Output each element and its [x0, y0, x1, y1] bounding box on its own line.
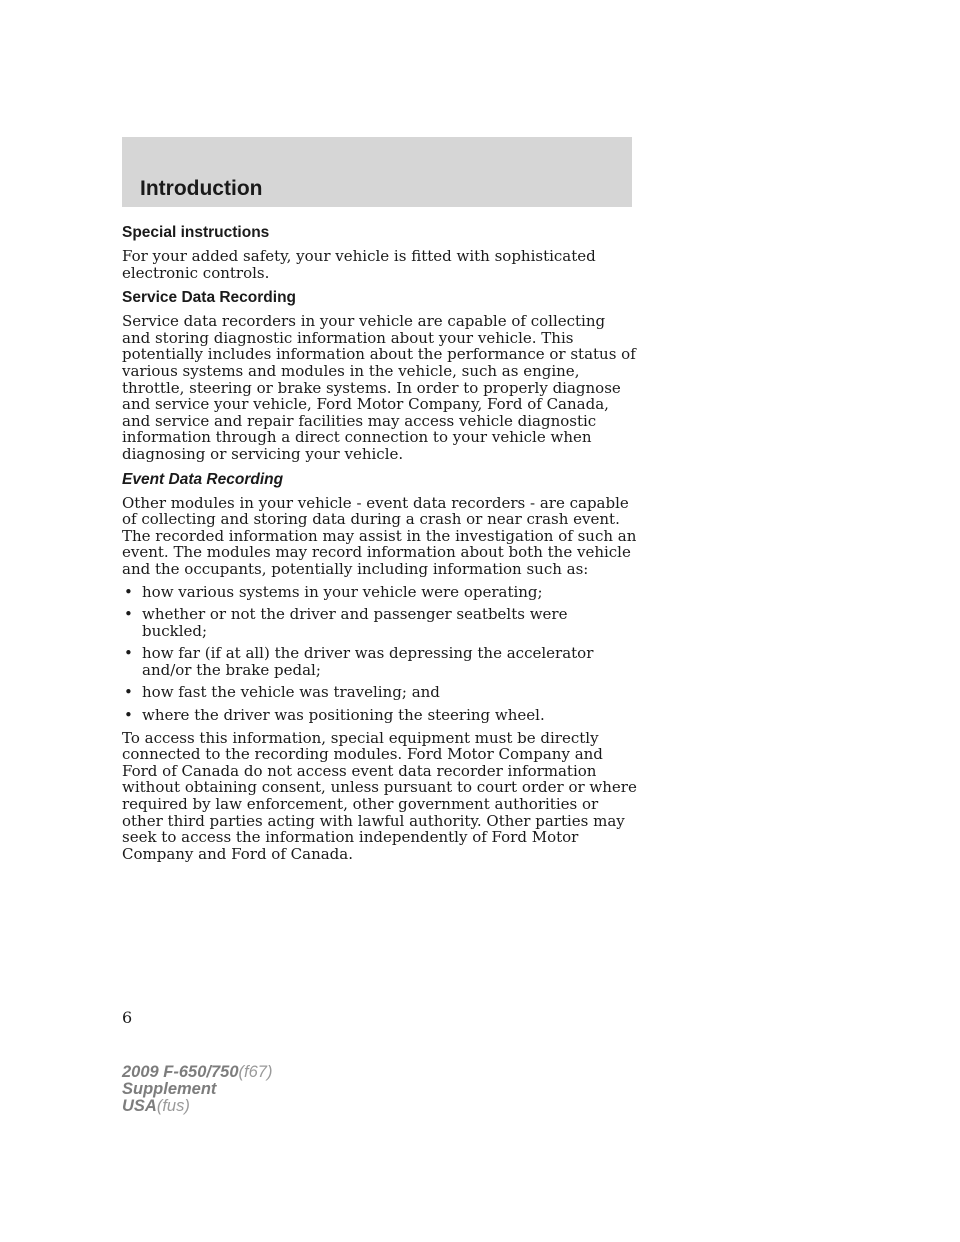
list-item-text: whether or not the driver and passenger seatbelts were buckled; — [142, 605, 568, 640]
list-item — [122, 707, 637, 724]
footer-model: 2009 F-650/750 — [122, 1063, 239, 1081]
heading-service-data-recording: Service Data Recording — [122, 289, 297, 307]
list-item-text: how various systems in your vehicle were operating; — [142, 582, 543, 601]
footer-model-code: (f67) — [238, 1063, 273, 1081]
heading-event-data-recording: Event Data Recording — [122, 470, 284, 488]
footer-region-code: (fus) — [156, 1097, 190, 1115]
paragraph-event-data-recording: Other modules in your vehicle - event data recorders - are capable of collecting and storing data during a crash or near crash event. The recorded information may assist in the investigation of such an event. The modules may record information about both the vehicle and the occupants, potentially including information such as: — [122, 493, 637, 578]
page-number: 6 — [122, 1008, 133, 1027]
event-data-list — [122, 584, 637, 724]
paragraph-special-instructions: For your added safety, your vehicle is fitted with sophisticated electronic controls. — [122, 247, 596, 282]
bullet-icon: • — [124, 605, 133, 624]
heading-special-instructions: Special instructions — [122, 224, 270, 241]
list-item-text: how far (if at all) the driver was depressing the accelerator and/or the brake pedal; — [142, 644, 594, 679]
section-title: Introduction — [140, 177, 263, 200]
footer-line-region — [122, 1098, 272, 1115]
bullet-icon: • — [124, 582, 133, 601]
document-footer — [122, 1064, 272, 1115]
list-item — [122, 645, 637, 678]
list-item — [122, 684, 637, 701]
footer-doc: Supplement — [122, 1080, 217, 1098]
paragraph-service-data-recording: Service data recorders in your vehicle are capable of collecting and storing diagnostic information about your vehicle. This potentially includes information about the performance or status of various systems and modules in the vehicle, such as engine, throttle, steering or brake systems. In order to properly diagnose and service your vehicle, Ford Motor Company, Ford of Canada, and service and repair facilities may access vehicle diagnostic information through a direct connection to your vehicle when diagnosing or servicing your vehicle. — [122, 312, 636, 463]
section-header-bar — [122, 137, 632, 207]
list-item — [122, 584, 637, 601]
bullet-icon: • — [124, 683, 133, 702]
bullet-icon: • — [124, 706, 133, 725]
footer-region: USA — [122, 1097, 157, 1115]
bullet-icon: • — [124, 644, 133, 663]
footer-line-model — [122, 1064, 272, 1081]
page-content — [122, 214, 637, 868]
list-item — [122, 606, 637, 639]
paragraph-access-information: To access this information, special equipment must be directly connected to the recording modules. Ford Motor Company and Ford of Canada do not access event data recorder information without obtaining consent, unless pursuant to court order or where required by law enforcement, other government authorities or other third parties acting with lawful authority. Other parties may seek to access the information independently of Ford Motor Company and Ford of Canada. — [122, 728, 637, 863]
list-item-text: how fast the vehicle was traveling; and — [142, 683, 440, 702]
footer-line-doc — [122, 1081, 272, 1098]
list-item-text: where the driver was positioning the steering wheel. — [142, 706, 545, 725]
